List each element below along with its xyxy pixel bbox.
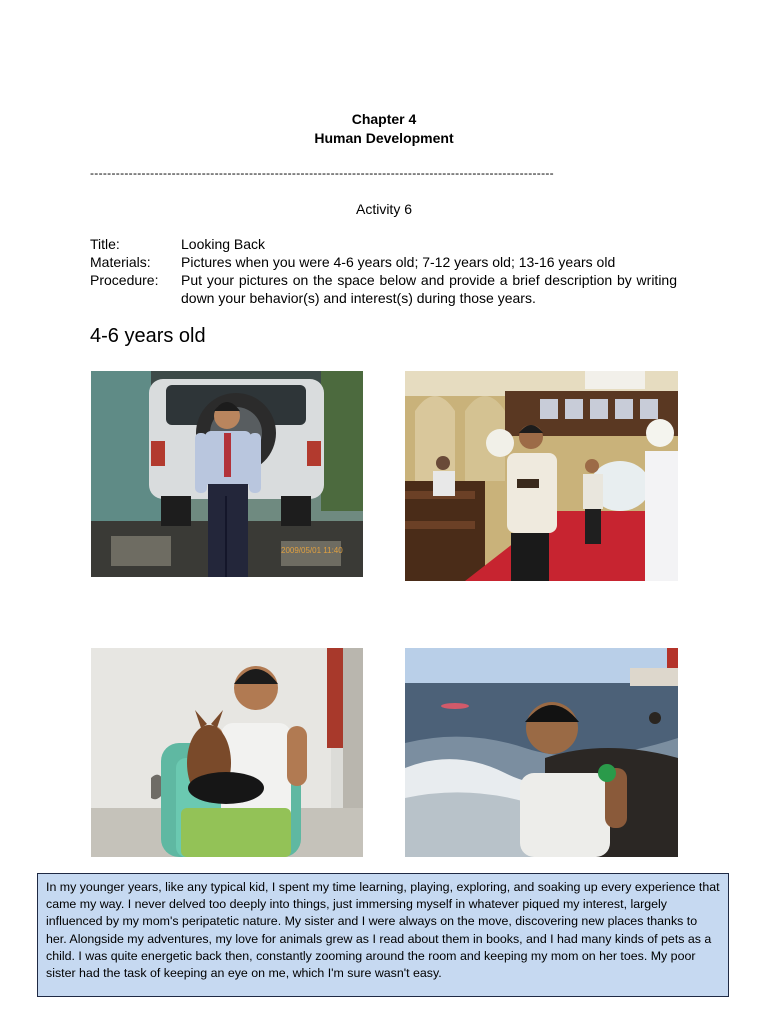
photo-date-stamp: 2009/05/01 11:40 — [281, 546, 343, 555]
divider-line: ------------------------------------------------------------------------------------------------------------ — [90, 166, 554, 180]
meta-label: Title: — [90, 236, 120, 252]
photo-boy-in-church — [405, 371, 678, 581]
chapter-title: Human Development — [314, 130, 454, 146]
description-box: In my younger years, like any typical kid, I spent my time learning, playing, exploring, and soaking up every experience that came my way. I never delved too deeply into things, just immersing myself in whatever piqued my interest, largely influenced by my mom's peripatetic nature. My sister and I were always on the move, discovering new places thanks to her. Alongside my adventures, my love for animals grew as I read about them in books, and I had many kinds of pets as a child. I was quite energetic back then, constantly zooming around the room and keeping my mom on her toes. My poor sister had the task of keeping an eye on me, which I'm sure wasn't easy. — [37, 873, 729, 997]
meta-value: Put your pictures on the space below and provide a brief description by writing down your behavior(s) and interest(s) during those years. — [181, 272, 677, 306]
section-title: 4-6 years old — [90, 325, 206, 347]
meta-value: Pictures when you were 4-6 years old; 7-12 years old; 13-16 years old — [181, 254, 616, 270]
photo-boy-with-car — [91, 371, 363, 577]
chapter-label: Chapter 4 — [351, 111, 417, 127]
photo-boy-with-dogs — [91, 648, 363, 857]
meta-value: Looking Back — [181, 236, 266, 252]
photo-boy-at-beach — [405, 648, 678, 857]
meta-label: Procedure: — [90, 272, 159, 288]
activity-label: Activity 6 — [355, 201, 412, 217]
meta-label: Materials: — [90, 254, 151, 270]
